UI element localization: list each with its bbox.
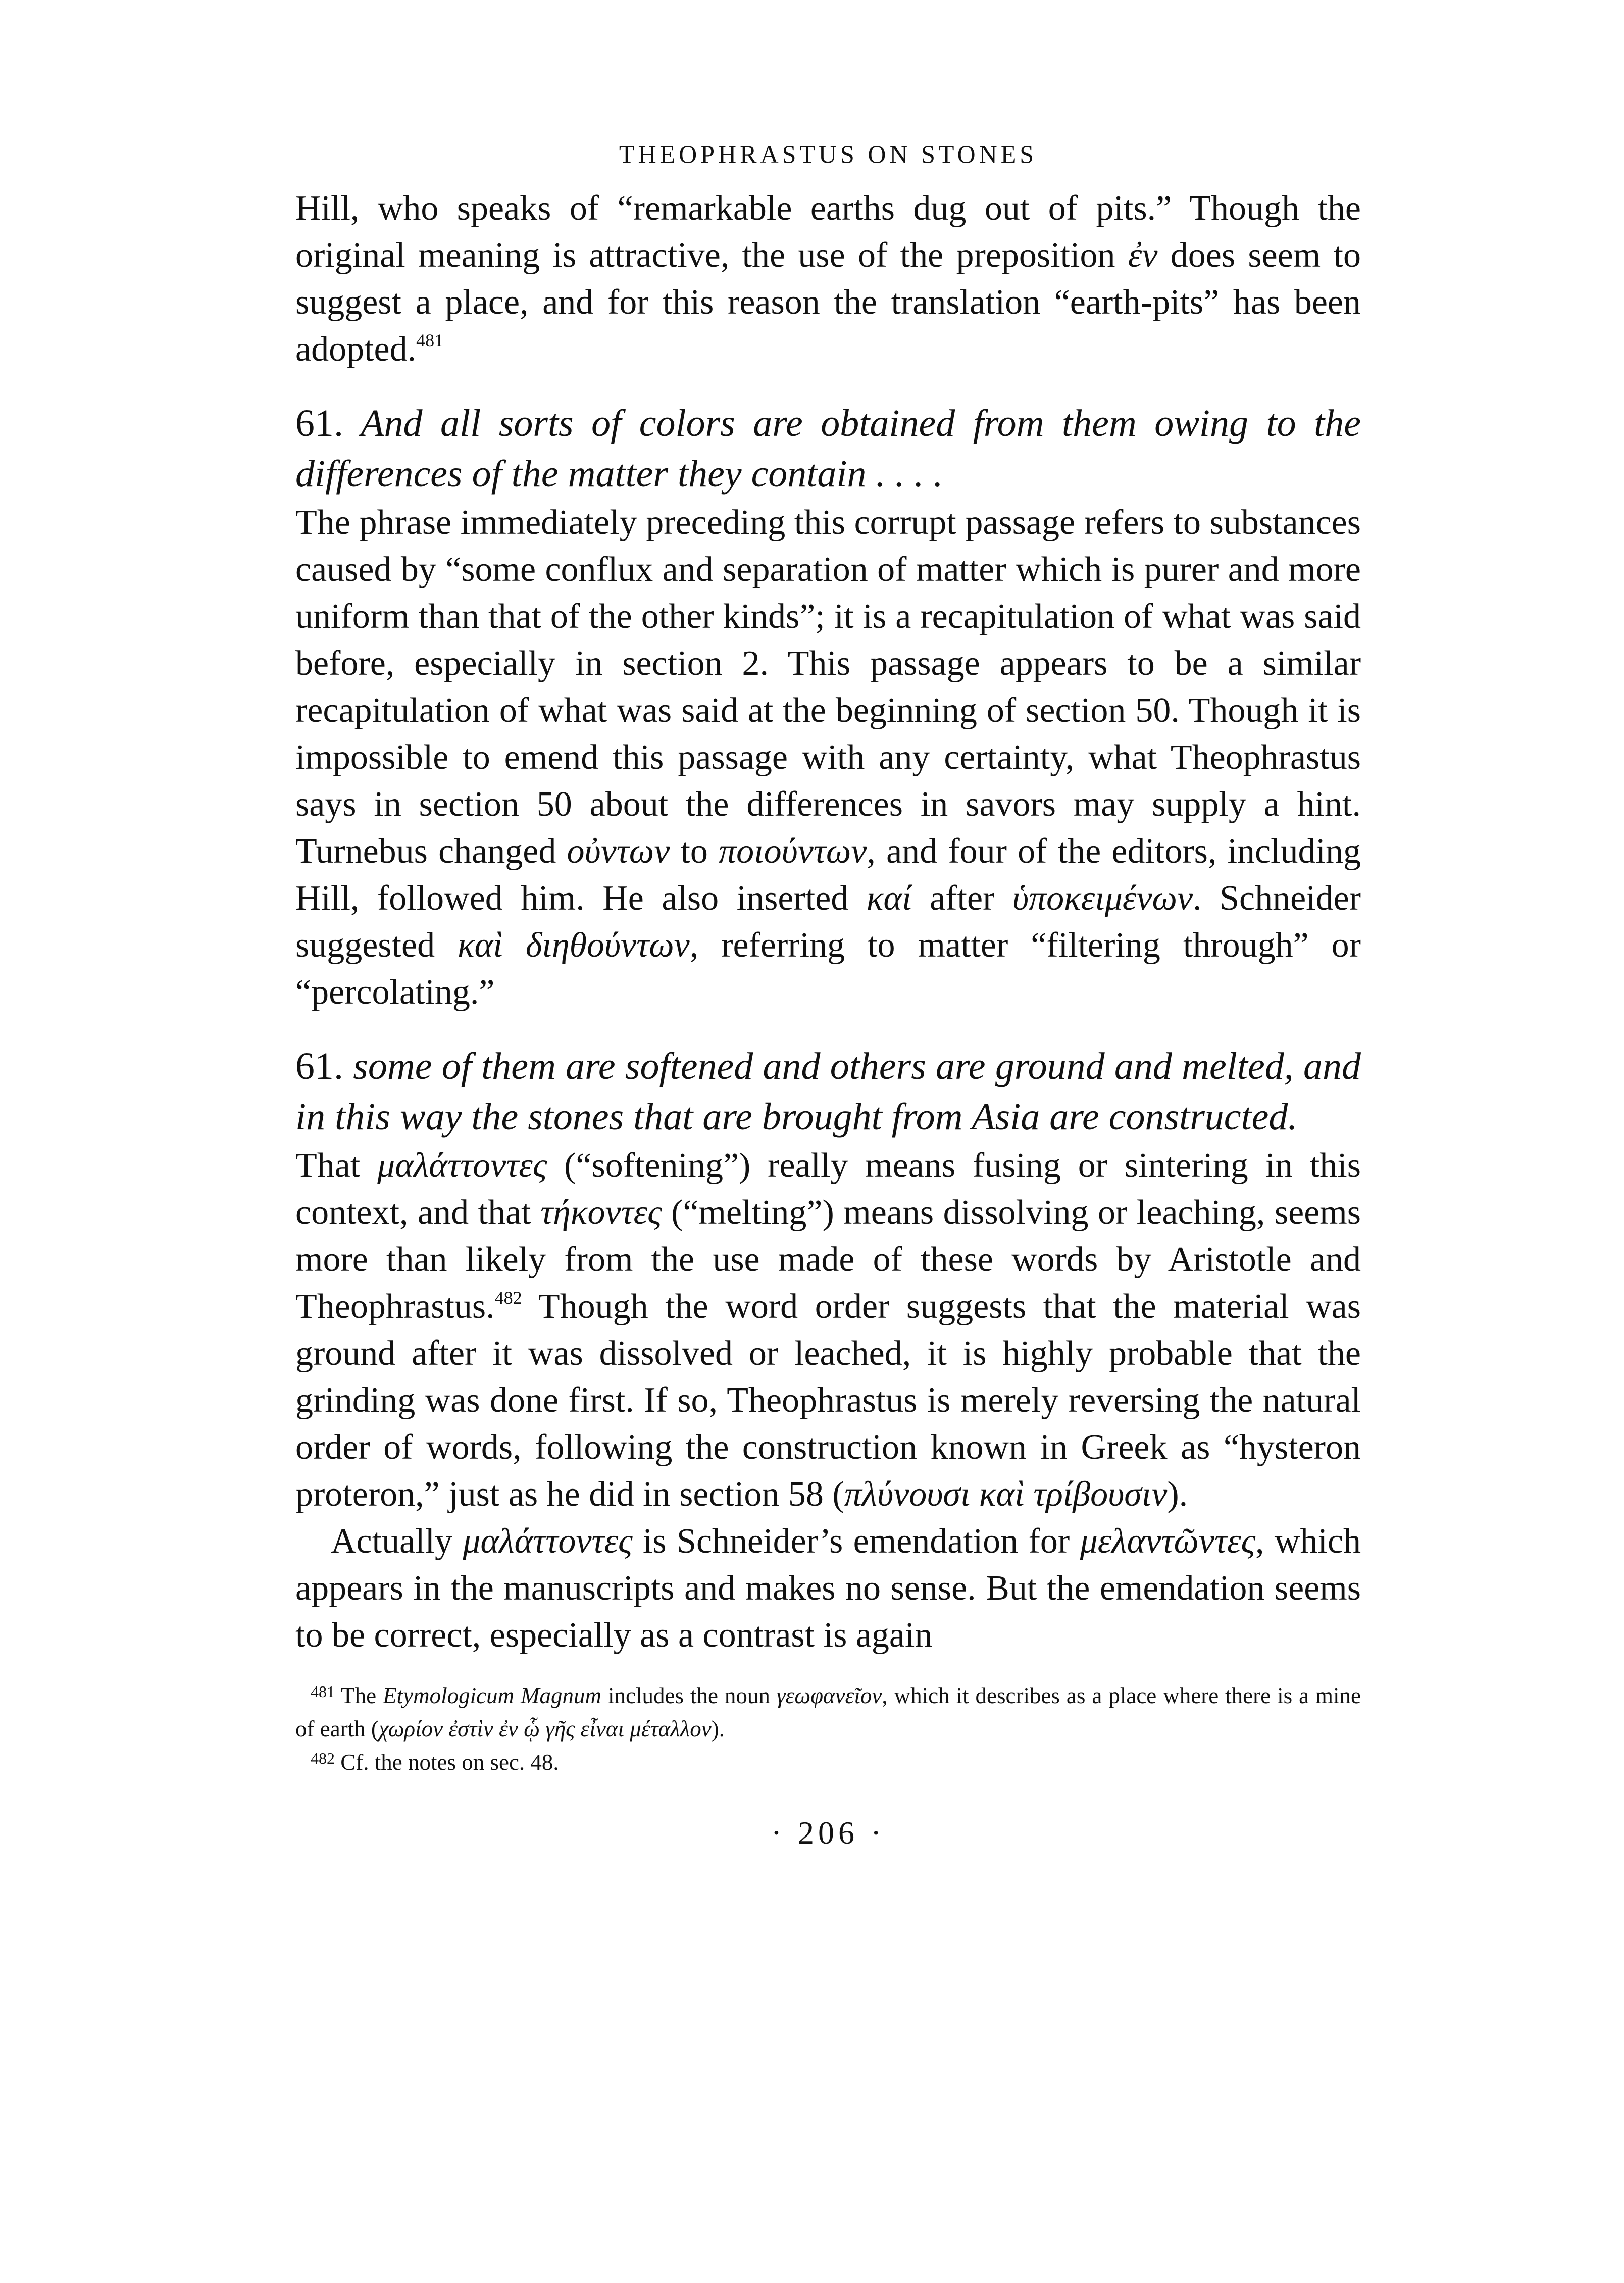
greek-word: καὶ διηθούντων [458, 926, 690, 965]
greek-word: χωρίον ἐστὶν ἐν ᾧ γῆς εἶναι μέταλλον [378, 1716, 712, 1742]
greek-word: ὑποκειμένων [1012, 879, 1193, 918]
footnote-number: 482 [311, 1749, 335, 1767]
greek-word: ποιούντων [719, 832, 867, 871]
section-body: That μαλάττοντες (“softening”) really means fusing or sintering in this context, and that τήκοντες (“melting”) means dissolving or leaching, seems more than likely from the use made of these words by Aristotle and Theophrastus.$^{482}$ Though the word order suggests that the material was ground after it was dissolved or leached, it is highly probable that the grinding was done first. If so, Theophrastus is merely reversing the natural order of words, following the construction known in Greek as “hysteron proteron,” just as he did in section 58 (πλύνουσι καὶ τρίβουσιν). [295, 1146, 1361, 1514]
section-lemma: 61. some of them are softened and others are ground and melted, and in this way the stones that are brought from Asia are constructed. [295, 1045, 1361, 1138]
book-title: Etymologicum Magnum [383, 1683, 602, 1708]
greek-word: μελαντῶντες [1080, 1522, 1256, 1561]
section-number: 61. [295, 1045, 343, 1087]
greek-word: καί [866, 879, 912, 918]
section-lemma: 61. And all sorts of colors are obtained from them owing to the differences of the matter they contain . . . . [295, 402, 1361, 495]
greek-word: ἐν [1128, 236, 1158, 275]
footnote-number: 481 [311, 1682, 335, 1701]
footnote-482: $^{482}$ Cf. the notes on sec. 48. [311, 1749, 559, 1775]
footnotes [295, 1679, 1361, 1779]
greek-word: γεωφανεῖον [776, 1683, 882, 1708]
greek-word: οὐντων [567, 832, 670, 871]
greek-word: πλύνουσι καὶ τρίβουσιν [844, 1475, 1168, 1514]
footnote-ref[interactable]: 482 [494, 1287, 522, 1308]
section-body: The phrase immediately preceding this corrupt passage refers to substances caused by “some conflux and separation of matter which is purer and more uniform than that of the other kinds”; it is a recapitulation of what was said before, especially in section 2. This passage appears to be a similar recapitulation of what was said at the beginning of section 50. Though it is impossible to emend this passage with any certainty, what Theophrastus says in section 50 about the differences in savors may supply a hint. Turnebus changed οὐντων to ποιούντων, and four of the editors, including Hill, followed him. He also inserted καί after ὑποκειμένων. Schneider suggested καὶ διηθούντων, referring to matter “filtering through” or “percolating.” [295, 503, 1361, 1012]
running-head: THEOPHRASTUS ON STONES [619, 140, 1038, 168]
page-number: · 206 · [771, 1815, 886, 1851]
greek-word: μαλάττοντες [377, 1146, 547, 1185]
intro-paragraph: Hill, who speaks of “remarkable earths dug out of pits.” Though the original meaning is attractive, the use of the preposition ἐν does seem to suggest a place, and for this reason the translation “earth-pits” has been adopted.$^{481}$ [295, 189, 1361, 369]
greek-word: μαλάττοντες [463, 1522, 633, 1561]
page [295, 136, 1361, 1852]
footnote-ref[interactable]: 481 [416, 330, 444, 351]
greek-word: τήκοντες [540, 1193, 662, 1232]
section-number: 61. [295, 402, 343, 444]
section-body: Actually μαλάττοντες is Schneider’s emendation for μελαντῶντες, which appears in the manuscripts and makes no sense. But the emendation seems to be correct, especially as a contrast is again [295, 1522, 1361, 1655]
footnote-481: $^{481}$ The Etymologicum Magnum includes the noun γεωφανεῖον, which it describes as a place where there is a mine of earth (χωρίον ἐστὶν ἐν ᾧ γῆς εἶναι μέταλλον). [295, 1682, 1361, 1742]
